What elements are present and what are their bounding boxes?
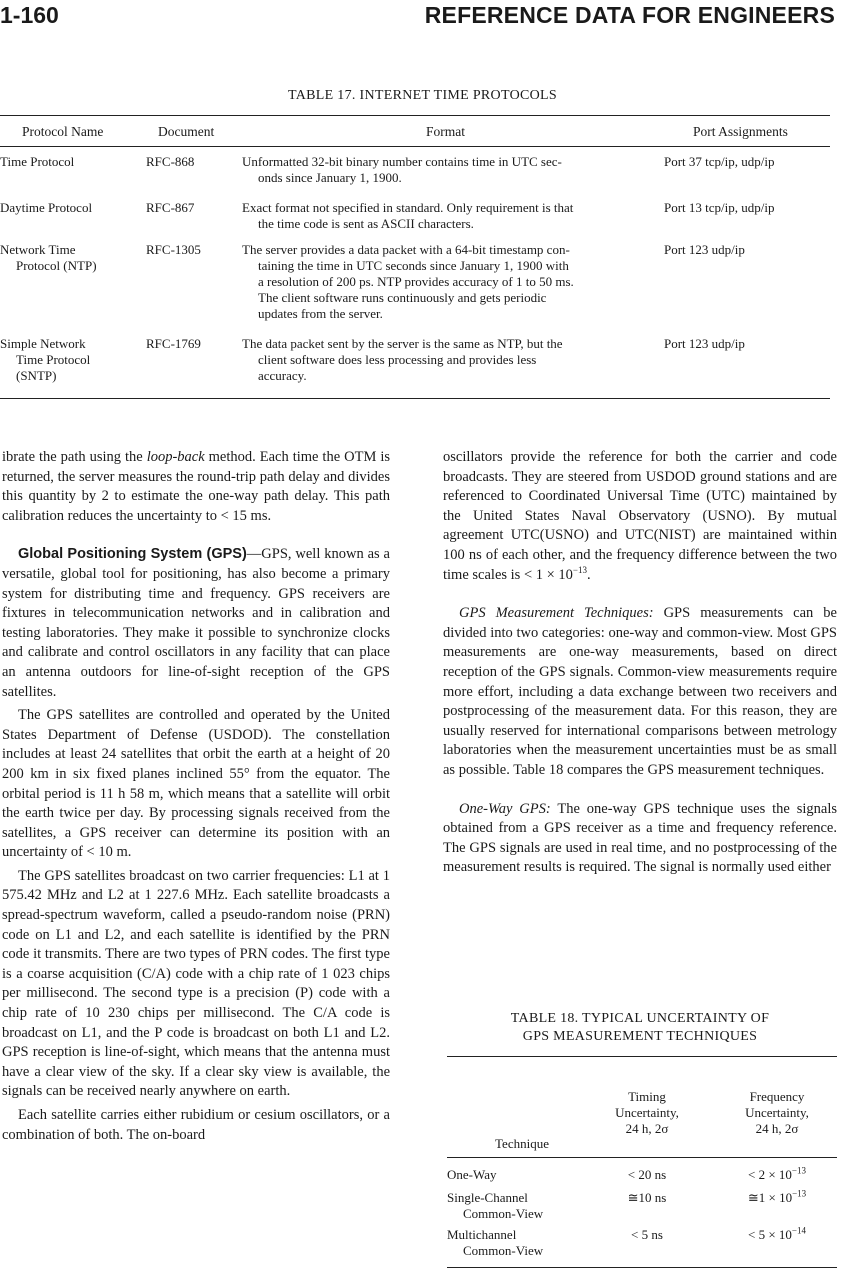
table18-header-row xyxy=(447,1057,837,1158)
timing-uncertainty: < 20 ns xyxy=(627,1167,667,1182)
header-frequency: Frequency Uncertainty, 24 h, 2σ xyxy=(745,1089,809,1136)
table17-header-protocol: Protocol Name xyxy=(22,124,104,139)
left-column xyxy=(2,448,390,1145)
technique: Multichannel Common-View xyxy=(447,1227,544,1258)
protocol-name: Network Time Protocol (NTP) xyxy=(0,242,97,273)
port-assignment: Port 123 udp/ip xyxy=(664,336,745,351)
port-assignment: Port 13 tcp/ip, udp/ip xyxy=(664,200,775,215)
format: The server provides a data packet with a 64-bit timestamp con- taining the time in UTC seconds since January 1, 1900 with a resolution of 200 ps. NTP provides accuracy of 1 to 50 ms. The client software runs continuously and gets periodic updates from the server. xyxy=(242,242,574,321)
running-title: REFERENCE DATA FOR ENGINEERS xyxy=(424,2,835,28)
paragraph: Global Positioning System (GPS)—GPS, well known as a versatile, global tool for positioning, has also become a primary system for distributing time and frequency. GPS receivers are fixtures in telecommunication networks and in calibration and testing laboratories. They make it possible to synchronize clocks and calibrate and control oscillators in any facility that can place an antenna outdoors for line-of-sight reception of the GPS satellites. xyxy=(2,546,390,700)
port-assignment: Port 123 udp/ip xyxy=(664,242,745,257)
protocol-name: Daytime Protocol xyxy=(0,200,93,215)
page-header xyxy=(0,0,845,34)
table18-caption: TABLE 18. TYPICAL UNCERTAINTY OF GPS MEASUREMENT TECHNIQUES xyxy=(510,1011,770,1044)
frequency-uncertainty: < $2 \times 10^{-13}$ xyxy=(748,1165,806,1182)
subsection-heading: One-Way GPS: xyxy=(459,800,551,817)
technique: One-Way xyxy=(447,1167,497,1182)
technique: Single-Channel Common-View xyxy=(447,1190,544,1221)
table17 xyxy=(0,115,830,399)
format: The data packet sent by the server is the same as NTP, but the client software does less processing and provides less accuracy. xyxy=(242,336,563,383)
paragraph: The GPS satellites broadcast on two carrier frequencies: L1 at 1 575.42 MHz and L2 at 1 227.6 MHz. Each satellite broadcasts a spread-spectrum waveform, called a pseudo-random noise (PRN) code on L1 and L2, and each satellite is identified by the PRN code it transmits. There are two types of PRN codes. The first type is a coarse acquisition (C/A) code with a chip rate of 1 023 chips per millisecond. The second type is a precision (P) code with a chip rate of 10 230 chips per millisecond. The C/A code is broadcast on L1, and the P code is broadcast on both L1 and L2. GPS reception is line-of-sight, which means that the antenna must have a clear view of the sky. If a clear sky view is available, the signals can be received nearly anywhere on earth. xyxy=(2,867,390,1100)
protocol-name: Time Protocol xyxy=(0,154,75,169)
document: RFC-868 xyxy=(146,154,195,169)
paragraph: ibrate the path using the loop-back method. Each time the OTM is returned, the server measures the round-trip path delay and divides this quantity by 2 to estimate the one-way path delay. This path calibration reduces the uncertainty to < 15 ms. xyxy=(2,449,390,524)
frequency-uncertainty: ≅1 × $10^{-13}$ xyxy=(747,1188,807,1205)
paragraph: oscillators provide the reference for both the carrier and code broadcasts. They are steered from USDOD ground stations and are referenced to Coordinated Universal Time (UTC) maintained by the United States Naval Observatory (USNO). By mutual agreement UTC(USNO) and UTC(NIST) are maintained within 100 ns of each other, and the frequency difference between the two time scales is < $1 \times 10^{-13}$. xyxy=(443,449,837,583)
port-assignment: Port 37 tcp/ip, udp/ip xyxy=(664,154,775,169)
paragraph: GPS Measurement Techniques: GPS measurements can be divided into two categories: one-way and common-view. Most GPS measurements are one-way measurements, based on direct reception of the GPS signals. Common-view measurements require more effort, including a data exchange between two receivers and postprocessing of the measurement data. For this reason, they are usually reserved for international comparisons between metrology laboratories when the measurement uncertainties must be as small as possible. Table 18 compares the GPS measurement techniques. xyxy=(443,605,837,778)
frequency-uncertainty: < $5 \times 10^{-14}$ xyxy=(748,1225,806,1242)
document: RFC-1769 xyxy=(146,336,201,351)
page-number: 1-160 xyxy=(0,2,59,28)
protocol-name: Simple Network Time Protocol (SNTP) xyxy=(0,336,91,383)
header-timing: Timing Uncertainty, 24 h, 2σ xyxy=(615,1089,679,1136)
table17-header-document: Document xyxy=(158,124,215,139)
format: Unformatted 32-bit binary number contains time in UTC sec- onds since January 1, 1900. xyxy=(242,154,562,185)
paragraph: The GPS satellites are controlled and operated by the United States Department of Defense (USDOD). The constellation includes at least 24 satellites that orbit the earth at a height of 20 200 km in six fixed planes inclined 55° from the equator. The orbital period is 11 h 58 m, which means that a satellite will orbit the earth twice per day. By processing signals received from the satellites, a GPS receiver can determine its position with an uncertainty of < 10 m. xyxy=(2,707,390,861)
table17-header-row xyxy=(0,116,830,147)
paragraph: Each satellite carries either rubidium or cesium oscillators, or a combination of both. The on-board xyxy=(2,1107,390,1143)
timing-uncertainty: ≅10 ns xyxy=(627,1190,667,1205)
right-column xyxy=(443,448,837,878)
subsection-heading: GPS Measurement Techniques: xyxy=(459,605,654,622)
table17-header-ports: Port Assignments xyxy=(693,124,788,139)
document: RFC-867 xyxy=(146,200,195,215)
paragraph: One-Way GPS: The one-way GPS technique uses the signals obtained from a GPS receiver as a time and frequency reference. The GPS signals are used in real time, and no postprocessing of the measurement results is required. The signal is normally used either xyxy=(443,800,838,876)
table17-header-format: Format xyxy=(426,124,465,139)
format: Exact format not specified in standard. Only requirement is that the time code is sent as ASCII characters. xyxy=(242,200,574,231)
section-heading: Global Positioning System (GPS) xyxy=(18,546,247,563)
table17-caption: TABLE 17. INTERNET TIME PROTOCOLS xyxy=(288,88,557,103)
header-technique: Technique xyxy=(495,1136,549,1151)
table18 xyxy=(447,1056,837,1268)
document: RFC-1305 xyxy=(146,242,201,257)
timing-uncertainty: < 5 ns xyxy=(631,1227,663,1242)
